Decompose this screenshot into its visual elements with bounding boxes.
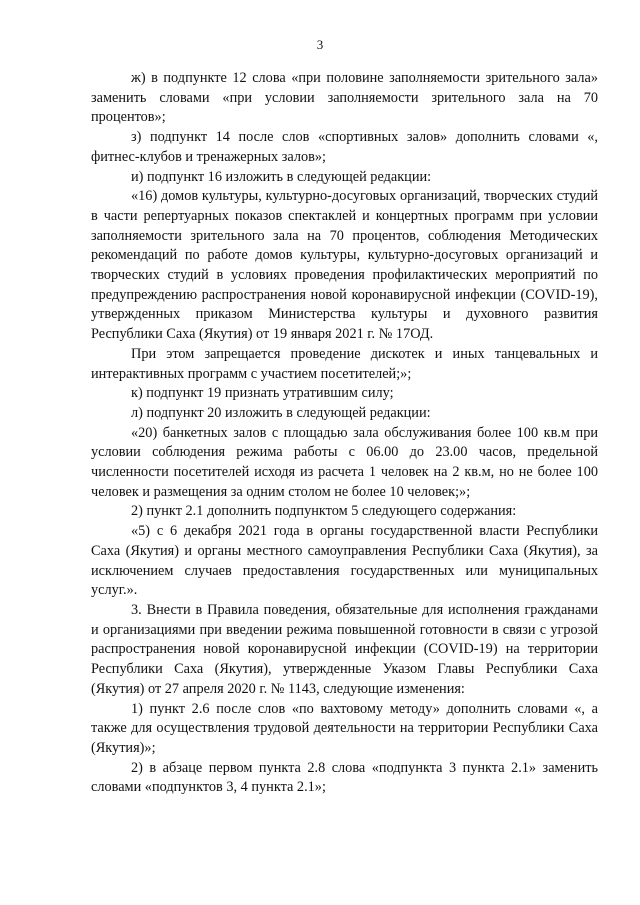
paragraph-z: з) подпункт 14 после слов «спортивных залов» дополнить словами «, фитнес-клубов и тренажерных залов»; <box>91 129 598 165</box>
paragraph-subpoint-20: «20) банкетных залов с площадью зала обслуживания более 100 кв.м при условии соблюдения режима работы с 06.00 до 23.00 часов, предельной численности посетителей исходя из расчета 1 человек на 2 кв.м, но не более 100 человек и размещения за одним столом не более 10 человек;»; <box>91 424 598 500</box>
paragraph-zh: ж) в подпункте 12 слова «при половине заполняемости зрительного зала» заменить словами «при условии заполняемости зрительного зала на 70 процентов»; <box>91 70 598 126</box>
paragraph-l: л) подпункт 20 изложить в следующей редакции: <box>131 404 431 421</box>
paragraph-k: к) подпункт 19 признать утратившим силу; <box>131 385 394 402</box>
paragraph-i: и) подпункт 16 изложить в следующей редакции: <box>131 168 432 185</box>
page-number: 3 <box>316 37 324 52</box>
paragraph-subpoint-5: «5) с 6 декабря 2021 года в органы государственной власти Республики Саха (Якутия) и органы местного самоуправления Республики Саха (Якутия), за исключением случаев предоставления государственных или муниципальных услуг.». <box>91 523 598 599</box>
paragraph-change-1: 1) пункт 2.6 после слов «по вахтовому методу» дополнить словами «, а также для осуществления трудовой деятельности на территории Республики Саха (Якутия)»; <box>91 700 598 756</box>
paragraph-point-3: 3. Внести в Правила поведения, обязательные для исполнения гражданами и организациями при введении режима повышенной готовности в связи с угрозой распространения новой коронавирусной инфекции (COVID-19) на территории Республики Саха (Якутия), утвержденные Указом Главы Республики Саха (Якутия) от 27 апреля 2020 г. № 1143, следующие изменения: <box>91 601 598 697</box>
paragraph-change-2: 2) в абзаце первом пункта 2.8 слова «подпункта 3 пункта 2.1» заменить словами «подпунктов 3, 4 пункта 2.1»; <box>91 759 598 796</box>
paragraph-subpoint-16: «16) домов культуры, культурно-досуговых организаций, творческих студий в части репертуарных показов спектаклей и концертных программ при условии заполняемости зрительного зала на 70 процентов, соблюдения Методических рекомендаций по работе домов культуры, культурно-досуговых организаций и творческих студий в условиях проведения профилактических мероприятий по предупреждению распространения новой коронавирусной инфекции (COVID-19), утвержденных приказом Министерства культуры и духовного развития Республики Саха (Якутия) от 19 января 2021 г. № 17ОД. <box>91 188 598 343</box>
paragraph-point-2: 2) пункт 2.1 дополнить подпунктом 5 следующего содержания: <box>131 503 517 520</box>
document-body <box>91 69 598 798</box>
paragraph-prohibition: При этом запрещается проведение дискотек и иных танцевальных и интерактивных программ с участием посетителей;»; <box>91 345 598 382</box>
